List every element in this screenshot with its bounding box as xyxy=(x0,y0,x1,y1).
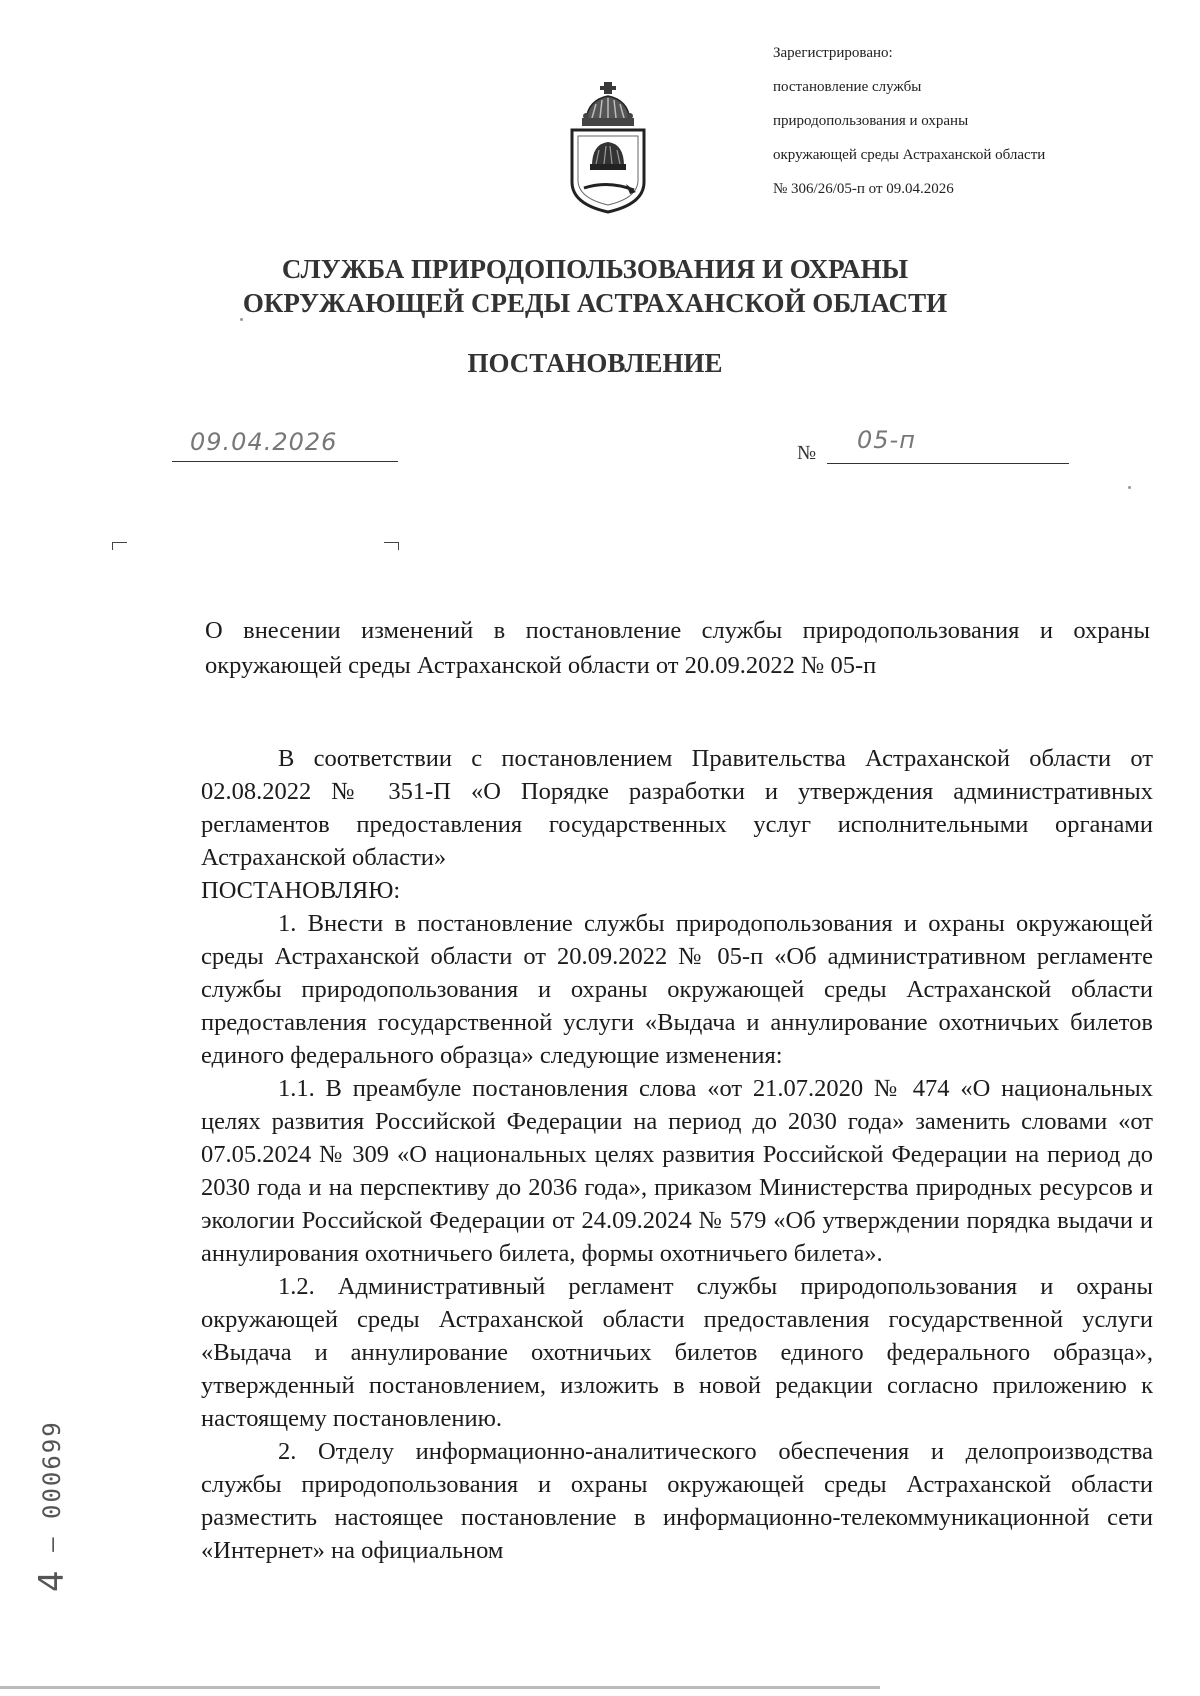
coat-of-arms-icon xyxy=(566,78,650,214)
scan-bottom-edge xyxy=(0,1686,880,1689)
paragraph-item-2: 2. Отделу информационно-аналитического обеспечения и делопроизводства службы природопользования и охраны окружающей среды Астраханской области разместить настоящее постановление в информационно-телекоммуникационной сети «Интернет» на официальном xyxy=(201,1438,1153,1564)
serial-number: 000699 xyxy=(38,1420,66,1519)
agency-name-line: СЛУЖБА ПРИРОДОПОЛЬЗОВАНИЯ И ОХРАНЫ xyxy=(281,254,909,284)
paragraph-item-1-1: 1.1. В преамбуле постановления слова «от 21.07.2020 № 474 «О национальных целях развития Российской Федерации на период до 2030 года» заменить словами «от 07.05.2024 № 309 «О национальных целях развития Российской Федерации на период до 2030 года и на перспективу до 2036 года», приказом Министерства природных ресурсов и экологии Российской Федерации от 24.09.2024 № 579 «Об утверждении порядка выдачи и аннулирования охотничьего билета, формы охотничьего билета». xyxy=(201,1075,1153,1267)
number-label: № xyxy=(797,442,817,464)
registration-line: № 306/26/05-п от 09.04.2026 xyxy=(773,181,954,197)
registration-line: природопользования и охраны xyxy=(773,113,969,129)
date-field xyxy=(172,424,398,462)
document-subject: О внесении изменений в постановление службы природопользования и охраны окружающей среды Астраханской области от 20.09.2022 № 05-п xyxy=(205,617,1150,679)
margin-dash: — xyxy=(38,1519,66,1552)
paragraph-item-1: 1. Внести в постановление службы природопользования и охраны окружающей среды Астраханской области от 20.09.2022 № 05-п «Об административном регламенте службы природопользования и охраны окружающей среды Астраханской области предоставления государственной услуги «Выдача и аннулирование охотничьих билетов единого федерального образца» следующие изменения: xyxy=(201,910,1153,1069)
page-number: 4 xyxy=(32,1568,72,1592)
document-type: ПОСТАНОВЛЕНИЕ xyxy=(467,348,723,378)
registration-line: постановление службы xyxy=(773,79,922,95)
registration-line: окружающей среды Астраханской области xyxy=(773,147,1046,163)
agency-name xyxy=(160,252,1030,320)
subject-corner-right xyxy=(384,542,399,550)
scan-speck xyxy=(1128,486,1131,489)
handwritten-number: 05-п xyxy=(857,426,916,454)
registration-stamp xyxy=(773,36,1173,206)
agency-name-line: ОКРУЖАЮЩЕЙ СРЕДЫ АСТРАХАНСКОЙ ОБЛАСТИ xyxy=(242,288,948,318)
paragraph-item-1-2: 1.2. Административный регламент службы природопользования и охраны окружающей среды Астраханской области предоставления государственной услуги «Выдача и аннулирование охотничьих билетов единого федерального образца», утвержденный постановлением, изложить в новой редакции согласно приложению к настоящему постановлению. xyxy=(201,1273,1153,1432)
handwritten-date: 09.04.2026 xyxy=(190,428,338,456)
document-body xyxy=(201,742,1153,1567)
margin-serial xyxy=(32,1412,72,1592)
scan-speck xyxy=(240,318,243,321)
paragraph-preamble: В соответствии с постановлением Правительства Астраханской области от 02.08.2022 № 351-П «О Порядке разработки и утверждения административных регламентов предоставления государственных услуг исполнительными органами Астраханской области» xyxy=(201,745,1153,871)
subject-corner-left xyxy=(112,542,127,550)
paragraph-resolve: ПОСТАНОВЛЯЮ: xyxy=(201,877,401,904)
number-field xyxy=(827,420,1069,464)
registration-line: Зарегистрировано: xyxy=(773,45,893,61)
